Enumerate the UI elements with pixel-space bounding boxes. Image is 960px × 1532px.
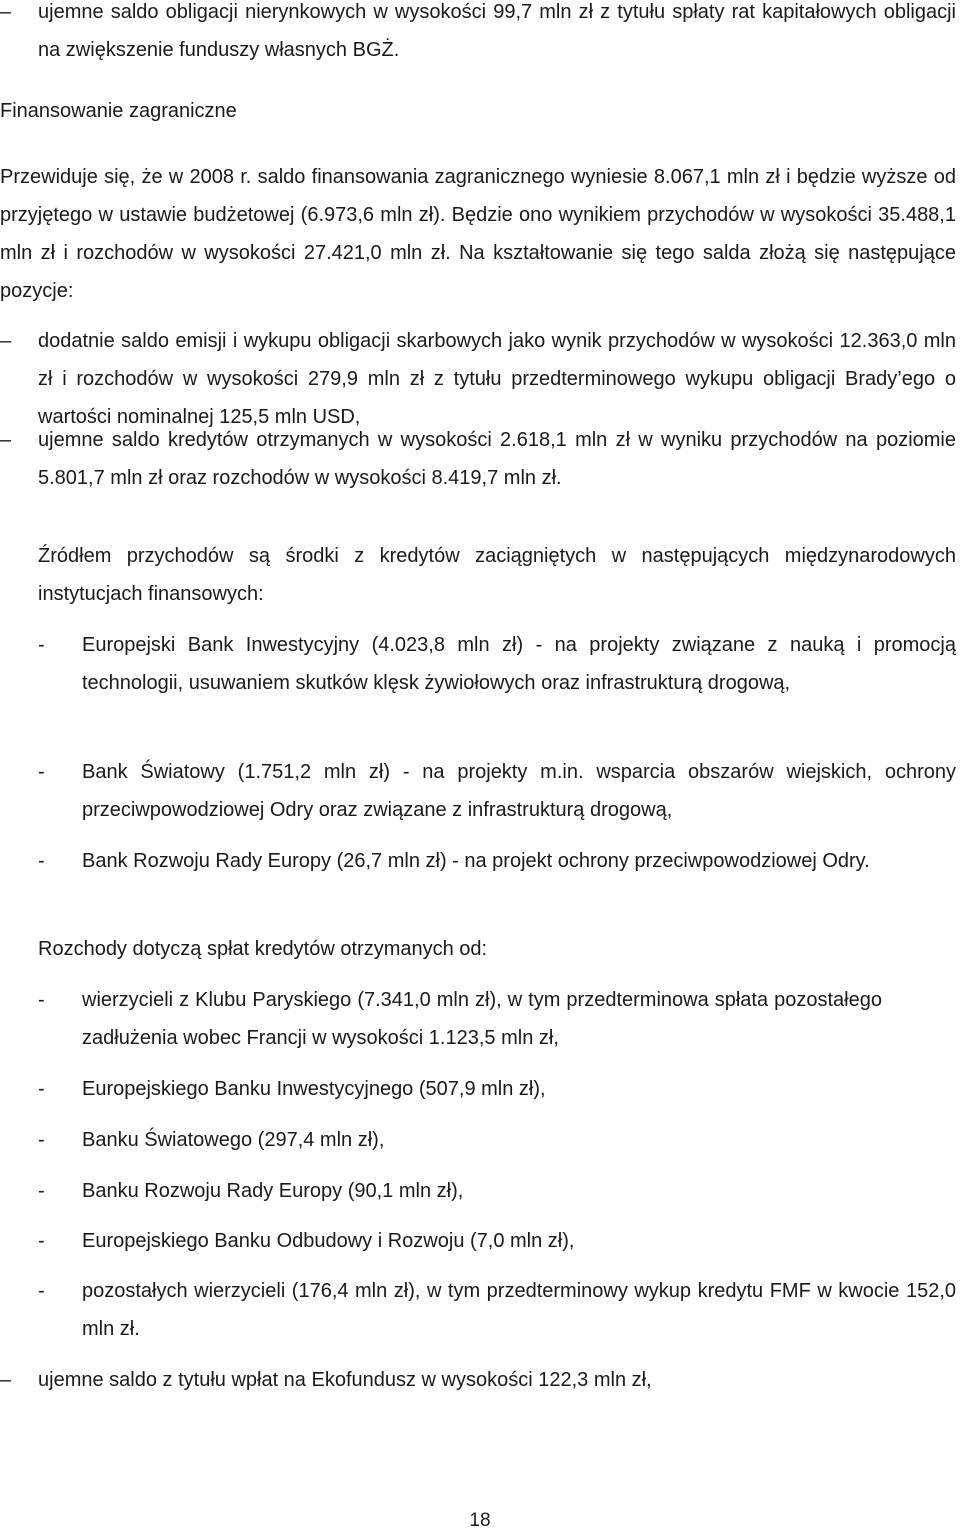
list-item-text: ujemne saldo z tytułu wpłat na Ekofundusz w wysokości 122,3 mln zł, <box>38 1369 652 1391</box>
paragraph-income-sources: Źródłem przychodów są środki z kredytów zaciągniętych w następujących międzynarodowych instytucjach finansowych: <box>38 545 956 605</box>
repayment-item-text: Banku Rozwoju Rady Europy (90,1 mln zł), <box>82 1180 464 1202</box>
page-number: 18 <box>469 1510 491 1531</box>
dash-bullet: – <box>0 330 12 352</box>
repayment-item-world-bank <box>38 1121 960 1159</box>
source-item-text: Bank Światowy (1.751,2 mln zł) - na projekty m.in. wsparcia obszarów wiejskich, ochrony przeciwpowodziowej Odry oraz związane z infrastrukturą drogową, <box>82 761 956 821</box>
dash-bullet: – <box>0 1 12 23</box>
list-item-credits <box>0 421 960 497</box>
hyphen-bullet: - <box>38 634 45 656</box>
repayment-item-text: Banku Światowego (297,4 mln zł), <box>82 1129 385 1151</box>
repayment-item-text: Europejskiego Banku Inwestycyjnego (507,9 mln zł), <box>82 1078 546 1100</box>
hyphen-bullet: - <box>38 761 45 783</box>
hyphen-bullet: - <box>38 1078 45 1100</box>
source-item-text: Europejski Bank Inwestycyjny (4.023,8 mln zł) - na projekty związane z nauką i promocją technologii, usuwaniem skutków klęsk żywiołowych oraz infrastrukturą drogową, <box>82 634 956 694</box>
intro-list-item <box>0 0 960 69</box>
dash-bullet: – <box>0 429 12 451</box>
section-heading: Finansowanie zagraniczne <box>0 100 237 122</box>
repayment-item-paris-club <box>38 981 960 1057</box>
list-item-text: ujemne saldo kredytów otrzymanych w wysokości 2.618,1 mln zł w wyniku przychodów na poziomie 5.801,7 mln zł oraz rozchodów w wysokości 8.419,7 mln zł. <box>38 429 956 489</box>
source-item-text: Bank Rozwoju Rady Europy (26,7 mln zł) - na projekt ochrony przeciwpowodziowej Odry. <box>82 850 870 872</box>
repayment-item-eib <box>38 1070 960 1108</box>
list-item-text: dodatnie saldo emisji i wykupu obligacji skarbowych jako wynik przychodów w wysokości 12.363,0 mln zł i rozchodów w wysokości 279,9 mln zł z tytułu przedterminowego wykupu obligacji Brady’ego o wartości nominalnej 125,5 mln USD, <box>38 330 956 428</box>
hyphen-bullet: - <box>38 1129 45 1151</box>
source-item-ceb <box>38 842 960 918</box>
hyphen-bullet: - <box>38 1230 45 1252</box>
hyphen-bullet: - <box>38 989 45 1011</box>
hyphen-bullet: - <box>38 1180 45 1202</box>
list-item-bonds <box>0 322 960 436</box>
dash-bullet: – <box>0 1369 12 1391</box>
intro-item-text: ujemne saldo obligacji nierynkowych w wysokości 99,7 mln zł z tytułu spłaty rat kapitałowych obligacji na zwiększenie funduszy własnych BGŻ. <box>38 1 956 61</box>
source-item-world-bank <box>38 753 960 829</box>
hyphen-bullet: - <box>38 850 45 872</box>
repayment-item-text: pozostałych wierzycieli (176,4 mln zł), w tym przedterminowy wykup kredytu FMF w kwocie 152,0 mln zł. <box>82 1280 956 1340</box>
repayment-item-ebrd <box>38 1222 960 1260</box>
source-item-eib <box>38 626 960 740</box>
hyphen-bullet: - <box>38 1280 45 1302</box>
repayment-item-text: wierzycieli z Klubu Paryskiego (7.341,0 mln zł), w tym przedterminowa spłata pozostałego zadłużenia wobec Francji w wysokości 1.123,5 mln zł, <box>82 989 882 1049</box>
repayment-item-text: Europejskiego Banku Odbudowy i Rozwoju (7,0 mln zł), <box>82 1230 575 1252</box>
list-item-ekofundusz <box>0 1361 960 1399</box>
repayment-item-other-creditors <box>38 1272 960 1348</box>
paragraph-repayments-intro: Rozchody dotyczą spłat kredytów otrzymanych od: <box>38 938 488 960</box>
paragraph-financing-summary: Przewiduje się, że w 2008 r. saldo finansowania zagranicznego wyniesie 8.067,1 mln zł i będzie wyższe od przyjętego w ustawie budżetowej (6.973,6 mln zł). Będzie ono wynikiem przychodów w wysokości 35.488,1 mln zł i rozchodów w wysokości 27.421,0 mln zł. Na kształtowanie się tego salda złożą się następujące pozycje: <box>0 166 956 302</box>
repayment-item-ceb <box>38 1172 960 1210</box>
